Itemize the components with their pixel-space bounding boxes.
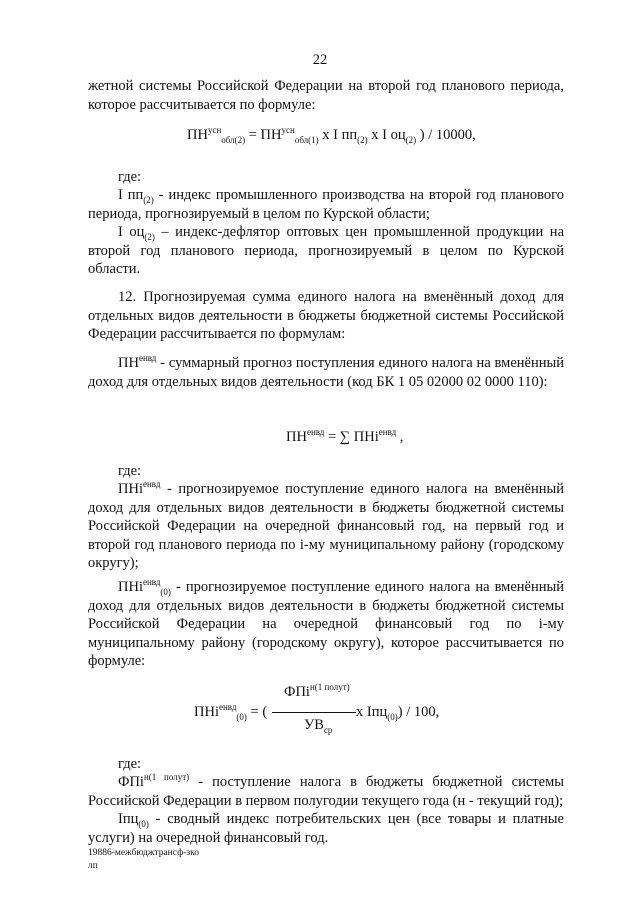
definition-ioc: I $оц_{(2)}$ – индекс-дефлятор оптовых цен промышленной продукции на второй год планового периода, прогнозируемый в целом по Курской области. <box>88 224 565 278</box>
fraction-denominator: $УВ_{ср}$ <box>304 717 333 735</box>
definition-pn-envd: $ПН^{енвд}$ - суммарный прогноз поступления единого налога на вменённый доход для отдельных видов деятельности (код БК 1 05 02000 02 0000 110): <box>88 353 564 390</box>
definition-pni-envd: ПНі$^{енвд}$ - прогнозируемое поступление единого налога на вменённый доход для отдельных видов деятельности в бюджеты бюджетной системы Российской Федерации на очередной финансовый год, на первый год и второй год планового периода по і-му муниципальному району (городскому округу); <box>88 479 564 572</box>
page-number: 22 <box>312 52 328 68</box>
formula-pn-envd-sum: $ПН^{енвд}$ = ∑ ПНі$^{енвд}$ , <box>286 427 404 445</box>
definition-ipp: I $пп_{(2)}$ - индекс промышленного производства на второй год планового периода, прогнозируемый в целом по Курской области; <box>88 187 564 222</box>
fraction-numerator: ФПі$^{н(1 полут)}$ <box>284 682 350 700</box>
where-label: где: <box>118 463 142 479</box>
paragraph-intro: жетной системы Российской Федерации на второй год планового периода, которое рассчитывается по формуле: <box>88 78 564 113</box>
fraction-bar <box>272 712 356 713</box>
where-label: где: <box>118 756 142 772</box>
where-label: где: <box>118 169 142 185</box>
formula-rhs: x Iпц$_{(0)}$) / 100, <box>356 704 440 722</box>
paragraph-12: 12. Прогнозируемая сумма единого налога на вменённый доход для отдельных видов деятельности в бюджеты бюджетной системы Российской Федерации рассчитывается по формулам: <box>88 289 564 343</box>
footer-code: 19886-межбюджтрансф-зко <box>88 848 200 858</box>
definition-fpi: ФПі$^{н(1 полут)}$ - поступление налога в бюджеты бюджетной системы Российской Федерации в первом полугодии текущего года (н - текущий год); <box>88 772 564 809</box>
formula-pn-usn: $ПН^{усн}_{обл(2)} = ПН^{усн}_{обл(1)}$ x I $пп_{(2)}$ x I $оц_{(2)}$ ) / 10000, <box>187 125 476 145</box>
footer-initials: лп <box>88 861 98 871</box>
definition-ipc: Iпц$_{(0)}$ - сводный индекс потребительских цен (все товары и платные услуги) на очередной финансовый год. <box>88 811 564 846</box>
definition-pni-envd-0: ПНі$^{енвд}_{(0)}$ - прогнозируемое поступление единого налога на вменённый доход для отдельных видов деятельности в бюджеты бюджетной системы Российской Федерации на очередной финансовый год по і-му муниципальному району (городскому округу), которое рассчитывается по формуле: <box>88 577 564 670</box>
formula-lhs: ПНі$^{енвд}_{(0)}$ = ( <box>194 702 268 722</box>
